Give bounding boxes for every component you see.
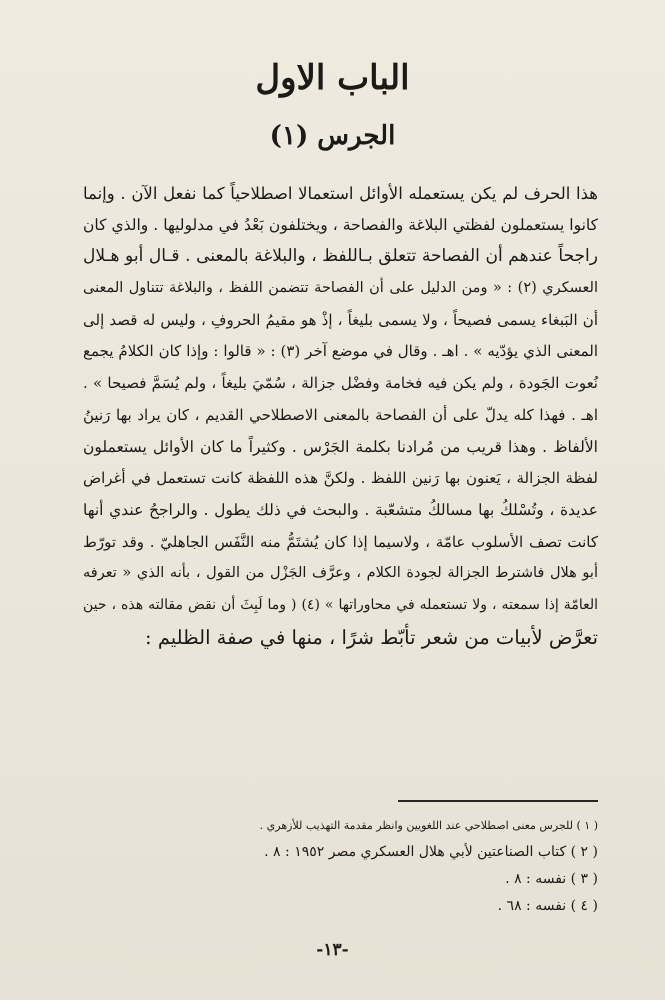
- footnotes: [250, 812, 598, 920]
- body-line: عديدة ، وتُسْلكُ بها مسالكُ متشعّبة . والبحث في ذلك يطول . والراجحُ عندي أنها: [83, 500, 598, 519]
- body-line: كانت تصف الأسلوب عامّة ، ولاسيما إذا كان يُشتَمُّ منه النَّفَس الجاهليّ . وقد تورّط: [83, 532, 598, 551]
- footnote-divider: [398, 800, 598, 802]
- body-line: لفظة الجزالة ، يَعنون بها رَنين اللفظ . ولكنَّ هذه اللفظة كانت تستعمل في أغراض: [83, 469, 598, 488]
- footnote: ( ٣ ) نفسه : ٨ .: [505, 871, 598, 887]
- body-line: نُعوت الجَودة ، ولم يكن فيه فخامة وفضْل جزالة ، سُمّيَ بليغاً ، ولم يُسَمَّ فصيحا » .: [83, 374, 598, 393]
- section-title: الجرس (١): [269, 121, 396, 151]
- body-text: [83, 178, 598, 653]
- body-line: أن البَبغاء يسمى فصيحاً ، ولا يسمى بليغاً ، إذْ هو مقيمُ الحروفِ ، وليس له قصد إلى: [83, 310, 598, 329]
- footnote: ( ٤ ) نفسه : ٦٨ .: [497, 898, 598, 914]
- body-line: اهـ . فهذا كله يدلّ على أن الفصاحة بالمعنى الاصطلاحي القديم ، كان يراد بها رَنينُ: [83, 405, 598, 424]
- page-number: -١٣-: [316, 940, 349, 960]
- body-line: العامّة إذا سمعته ، ولا تستعمله في محاوراتها » (٤) ( وما لَبِثَ أن نقض مقالته هذه ، حين: [83, 596, 598, 613]
- footnote: ( ١ ) للجرس معنى اصطلاحي عند اللغويين وانظر مقدمة التهذيب للأزهري .: [259, 819, 598, 832]
- body-line: المعنى الذي يؤدّيه » . اهـ . وقال في موضع آخر (٣) : « قالوا : وإذا كان الكلامُ يجمع: [83, 342, 599, 361]
- body-line: تعرَّض لأبيات من شعر تأبّط شرًا ، منها في صفة الظليم :: [145, 625, 598, 649]
- footnote: ( ٢ ) كتاب الصناعتين لأبي هلال العسكري مصر ١٩٥٢ : ٨ .: [264, 844, 598, 860]
- body-line: كانوا يستعملون لفظتي البلاغة والفصاحة ، ويختلفون بَعْدُ في مدلوليها . والذي كان: [83, 215, 598, 234]
- body-line: هذا الحرف لم يكن يستعمله الأوائل استعمالا اصطلاحياً كما نفعل الآن . وإنما: [83, 184, 598, 203]
- body-line: العسكري (٢) : « ومن الدليل على أن الفصاحة تتضمن اللفظ ، والبلاغة تتناول المعنى: [83, 280, 598, 297]
- chapter-title: الباب الاول: [255, 58, 410, 98]
- body-line: راجحاً عندهم أن الفصاحة تتعلق بـاللفظ ، والبلاغة بالمعنى . قـال أبو هـلال: [83, 246, 598, 267]
- body-line: الألفاظ . وهذا قريب من مُرادنا بكلمة الجَرْس . وكثيراً ما كان الأوائل يستعملون: [83, 437, 598, 456]
- body-line: أبو هلال فاشترط الجزالة لجودة الكلام ، وعرَّف الجَزْل من القول ، بأنه الذي « تعرفه: [83, 565, 598, 582]
